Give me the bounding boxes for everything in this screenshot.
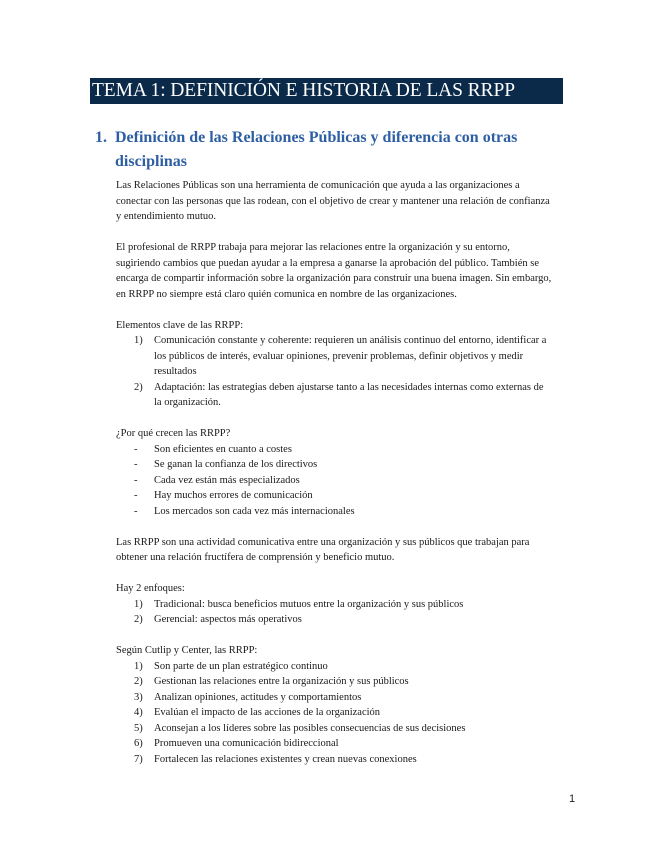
document-title: TEMA 1: DEFINICIÓN E HISTORIA DE LAS RRPP	[90, 78, 563, 104]
list-marker: -	[134, 490, 138, 501]
section-number: 1.	[95, 129, 107, 146]
list-item-text: Analizan opiniones, actitudes y comportamientos	[154, 691, 362, 703]
list-enfoques	[116, 597, 552, 628]
list-crecen	[116, 442, 552, 520]
list-item-text: Promueven una comunicación bidireccional	[154, 738, 339, 749]
list-elementos	[116, 333, 552, 411]
list-heading-crecen: ¿Por qué crecen las RRPP?	[116, 428, 231, 439]
list-item-text: Aconsejan a los líderes sobre las posibles consecuencias de sus decisiones	[154, 722, 466, 734]
section-heading	[95, 126, 565, 174]
list-item	[116, 380, 552, 411]
list-item	[116, 473, 552, 489]
list-item-text: Son parte de un plan estratégico continuo	[154, 660, 328, 672]
list-item-text: Los mercados son cada vez más internacionales	[154, 505, 355, 517]
list-marker: 2)	[134, 614, 143, 625]
list-item-text: Se ganan la confianza de los directivos	[154, 459, 318, 470]
list-item	[116, 736, 552, 752]
list-item-text: Son eficientes en cuanto a costes	[154, 443, 292, 455]
page-number: 1	[569, 793, 576, 805]
list-heading-cutlip: Según Cutlip y Center, las RRPP:	[116, 645, 258, 656]
document-body	[116, 178, 552, 767]
list-marker: 5)	[134, 722, 143, 734]
list-marker: 1)	[134, 660, 143, 672]
paragraph-actividad: Las RRPP son una actividad comunicativa entre una organización y sus públicos que trabajan para obtener una relación fructífera de comprensión y beneficio mutuo.	[116, 536, 530, 563]
list-item	[116, 597, 552, 613]
list-item	[116, 612, 552, 628]
list-item	[116, 690, 552, 706]
list-marker: 3)	[134, 691, 143, 703]
list-cutlip	[116, 659, 552, 768]
list-item	[116, 674, 552, 690]
list-item	[116, 504, 552, 520]
list-item-text: Gestionan las relaciones entre la organización y sus públicos	[154, 676, 409, 687]
list-marker: 2)	[134, 381, 143, 393]
paragraph-profesional: El profesional de RRPP trabaja para mejorar las relaciones entre la organización y su entorno, sugiriendo cambios que puedan ayudar a la empresa a ganarse la aprobación del público. También se encarga de compartir información sobre la organización para construir una buena imagen. Sin embargo, en RRPP no siempre está claro quién comunica en nombre de las organizaciones.	[116, 242, 552, 300]
list-marker: 2)	[134, 676, 143, 687]
list-heading-enfoques: Hay 2 enfoques:	[116, 583, 185, 594]
list-item	[116, 659, 552, 675]
list-marker: 7)	[134, 753, 143, 765]
list-item-text: Gerencial: aspectos más operativos	[154, 614, 302, 625]
list-heading-elementos: Elementos clave de las RRPP:	[116, 319, 244, 331]
paragraph-definicion: Las Relaciones Públicas son una herramienta de comunicación que ayuda a las organizaciones a conectar con las personas que las rodean, con el objetivo de crear y mantener una relación de confianza y entendimiento mutuo.	[116, 180, 550, 222]
list-marker: 1)	[134, 598, 143, 610]
list-item	[116, 457, 552, 473]
list-marker: 4)	[134, 707, 143, 718]
list-item	[116, 752, 552, 768]
list-item	[116, 442, 552, 458]
list-item	[116, 705, 552, 721]
list-item-text: Comunicación constante y coherente: requieren un análisis continuo del entorno, identificar a los públicos de interés, evaluar opiniones, prevenir problemas, definir objetivos y medir resultados	[154, 335, 547, 377]
list-item-text: Adaptación: las estrategias deben ajustarse tanto a las necesidades internas como externas de la organización.	[154, 381, 544, 408]
list-item-text: Fortalecen las relaciones existentes y crean nuevas conexiones	[154, 753, 417, 765]
list-item-text: Cada vez están más especializados	[154, 474, 300, 486]
list-marker: 6)	[134, 738, 143, 749]
list-item	[116, 721, 552, 737]
list-marker: -	[134, 459, 138, 470]
list-marker: -	[134, 474, 138, 486]
list-item-text: Hay muchos errores de comunicación	[154, 490, 313, 501]
section-heading-text: Definición de las Relaciones Públicas y diferencia con otras disciplinas	[115, 129, 518, 170]
list-marker: 1)	[134, 335, 143, 346]
list-item-text: Tradicional: busca beneficios mutuos entre la organización y sus públicos	[154, 598, 464, 610]
list-item	[116, 488, 552, 504]
list-item	[116, 333, 552, 380]
list-marker: -	[134, 505, 138, 517]
list-marker: -	[134, 443, 138, 455]
list-item-text: Evalúan el impacto de las acciones de la organización	[154, 707, 381, 718]
